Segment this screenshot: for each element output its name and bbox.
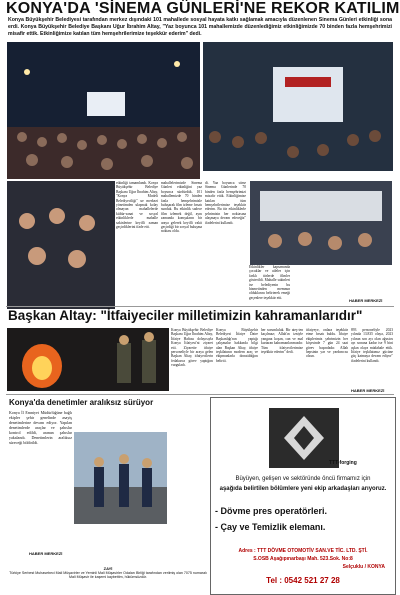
- notice-box: [8, 566, 208, 594]
- article3-headline: Konya'da denetimler aralıksız sürüyor: [9, 398, 154, 407]
- article1-col1: etkinliği tamamlandı. Konya Büyükşehir Belediye Başkanı Uğur İbrahim Altay, "Konya Modeli Belediyeciliği" ue merkezi yönetimden ulaşmak kolay olmayan mahallelerde kültür-sanat ve sosyal etkinliklerle mahalle sakinlerine keyifli zaman geçirdiklerini ifade etti.: [116, 181, 158, 230]
- ad-line2: aşağıda belirtilen bölümlere yeni ekip arkadaşları arıyoruz.: [219, 486, 387, 492]
- cinema-van-image: [203, 42, 393, 171]
- article1-col3: di. Yaz boyunca sürse Sinema Günlerinde 70 binden fazla hemşehrimizi misafir ettik. Etkinliğimize katılan tüm hemşehrilerimize teşekkür ederim. Bu tür etkinliklerle şehrimizin her noktasına ulaşmaya devam edeceğiz" ifadelerini kullandı.: [205, 181, 246, 225]
- cinema-photo-small: [203, 42, 393, 171]
- ttt-forging-logo-icon: [269, 408, 339, 468]
- article3-body: Konya İl Emniyet Müdürlüğüne bağlı ekipler şehir genelinde asayiş denetimlerine devam ediyor. Yapılan denetimlerde araçlar ve şahıslar kontrol edildi, aranan şahıslar yakalandı. Denetimlerin aralıksız süreceği bildirildi.: [9, 410, 72, 445]
- job-ad: [210, 397, 396, 595]
- article2-col1: Konya Büyükşehir Belediye Başkanı Uğur İbrahim Altay, İtfaiye Haftası dolayısıyla Konya İtfaiyesi'ni ziyaret etti. Ziyarette itfaiye personeliyle bir araya gelen Başkan Altay, itfaiyecilerin fedakarca görev yaptığını vurguladı.: [171, 328, 213, 368]
- children-photo: [7, 181, 115, 309]
- firefighter-photo: [7, 328, 169, 391]
- ad-address: Adres : TTT DÖVME OTOMOTİV SAN.VE TİC. LTD. ŞTİ.: [238, 548, 368, 554]
- article1-headline: KONYA'DA 'SİNEMA GÜNLERİ'NE REKOR KATILIM: [6, 0, 400, 17]
- mayor-photo: [250, 181, 392, 265]
- article2-headline: Başkan Altay: "İtfaiyeciler milletimizin kahramanlarıdır": [8, 308, 363, 323]
- police-photo: [74, 432, 167, 524]
- article2-col2: Konya Büyükşehir Belediyesi İtfaiye Daire Başkanlığı'nın yaptığı çalışmalar hakkında bilgi alan Başkan Altay, itfaiye teşkilatının modern araç ve ekipmanlarla donatıldığını belirtti.: [216, 328, 258, 363]
- ad-phone: Tel : 0542 521 27 28: [266, 576, 340, 585]
- article1-col2: mahallelerimizde Sinema Günleri etkinliğini yaz boyunca sürdürdük. 101 mahallemizde 70 binden fazla hemşehrimizle buluşarak film izleme fırsatı sunduk. Bu etkinlik sadece film izlemek değil, aynı zamanda komşuların bir araya gelerek keyifli vakit geçirdiği bir sosyal buluşma noktası oldu.: [161, 181, 202, 234]
- divider: [6, 394, 394, 395]
- police-checkpoint-image: [74, 432, 167, 524]
- children-watching-image: [7, 181, 115, 309]
- article2-col4: itfaiyeye, onlara teşekkür etme fırsatı buldu. İtfaiye ekiplerimiz şehrimizin her köşesinde 7 gün 24 saat görev başındadır. Allah hepsinin yar ve yardımcısı olsun.: [306, 328, 348, 359]
- ad-city: Selçuklu / KONYA: [342, 564, 385, 570]
- ad-address2: S.OSB Aşağıpınarbaşı Mah. 523.Sok. No:8: [253, 556, 353, 562]
- ad-item1: - Dövme pres operatörleri.: [215, 506, 328, 516]
- notice-title: ZAYİ: [103, 566, 113, 571]
- article2-signature: HABER MERKEZİ: [351, 388, 385, 393]
- mayor-crowd-image: [250, 181, 392, 265]
- article1-col4: Etkinlikler kapsamında çocuklar ve aileler için farklı türlerde filmler gösterildi. Mahalle sakinleri ise belediyenin bu hizmetinden memnun olduklarını belirterek emeği geçenlere teşekkür etti.: [249, 265, 290, 300]
- article2-col3: her sorumluluk. Bir ateş-ten kaçılmaz; Allah'ın izniyle yangına koşan, can ve mal kurtaran kahramanlarımızdır. Tüm itfaiyecilerimize teşekkür ederim" dedi.: [261, 328, 303, 355]
- ad-item2: - Çay ve Temizlik elemanı.: [215, 522, 326, 532]
- ad-brand: TTT-forging: [329, 460, 357, 466]
- article3-signature: HABER MERKEZİ: [29, 551, 63, 556]
- cinema-photo-large: [7, 42, 200, 179]
- article1-lead: Konya Büyükşehir Belediyesi tarafından merkez dışındaki 101 mahallede sosyal hayata katkı sağlamak amacıyla düzenlenen Sinema Günleri etkinliği sona erdi. Konya Büyükşehir Belediye Başkanı Uğur İbrahim Altay, "Yaz boyunca 101 mahallemizde düzenlediğimiz etkinliğimizde 70 binden fazla hemşehrimizi misafir ettik. Etkinliğimize katılan tüm hemşehrilerimize teşekkür ederim" dedi.: [8, 17, 392, 37]
- cinema-crowd-image: [7, 42, 200, 179]
- ad-line1: Büyüyen, gelişen ve sektöründe öncü firmamız için: [235, 476, 371, 482]
- notice-text: Türkiye Serbest Muhasebeci Mali Müşavirler ve Yeminli Mali Müşavirler Odaları Birliği tarafından verilmiş olan 7075 numaralı Mali Müşavir ile kaşemi kaybettim, hükümsüzdür.: [9, 571, 207, 580]
- article1-signature: HABER MERKEZİ: [349, 298, 383, 303]
- divider: [6, 306, 394, 307]
- article2-col5: 893 personeliyle 2023 yılında 13.835 olaya, 2023 yılının son ayı olan ağustos ayı sonuna kadar ise 9 bini aşkın olaya müdahale ettik. İtfaiye teşkilatımız gücüne güç katmaya devam ediyor" ifadelerini kullandı.: [351, 328, 393, 363]
- firefighters-image: [7, 328, 169, 391]
